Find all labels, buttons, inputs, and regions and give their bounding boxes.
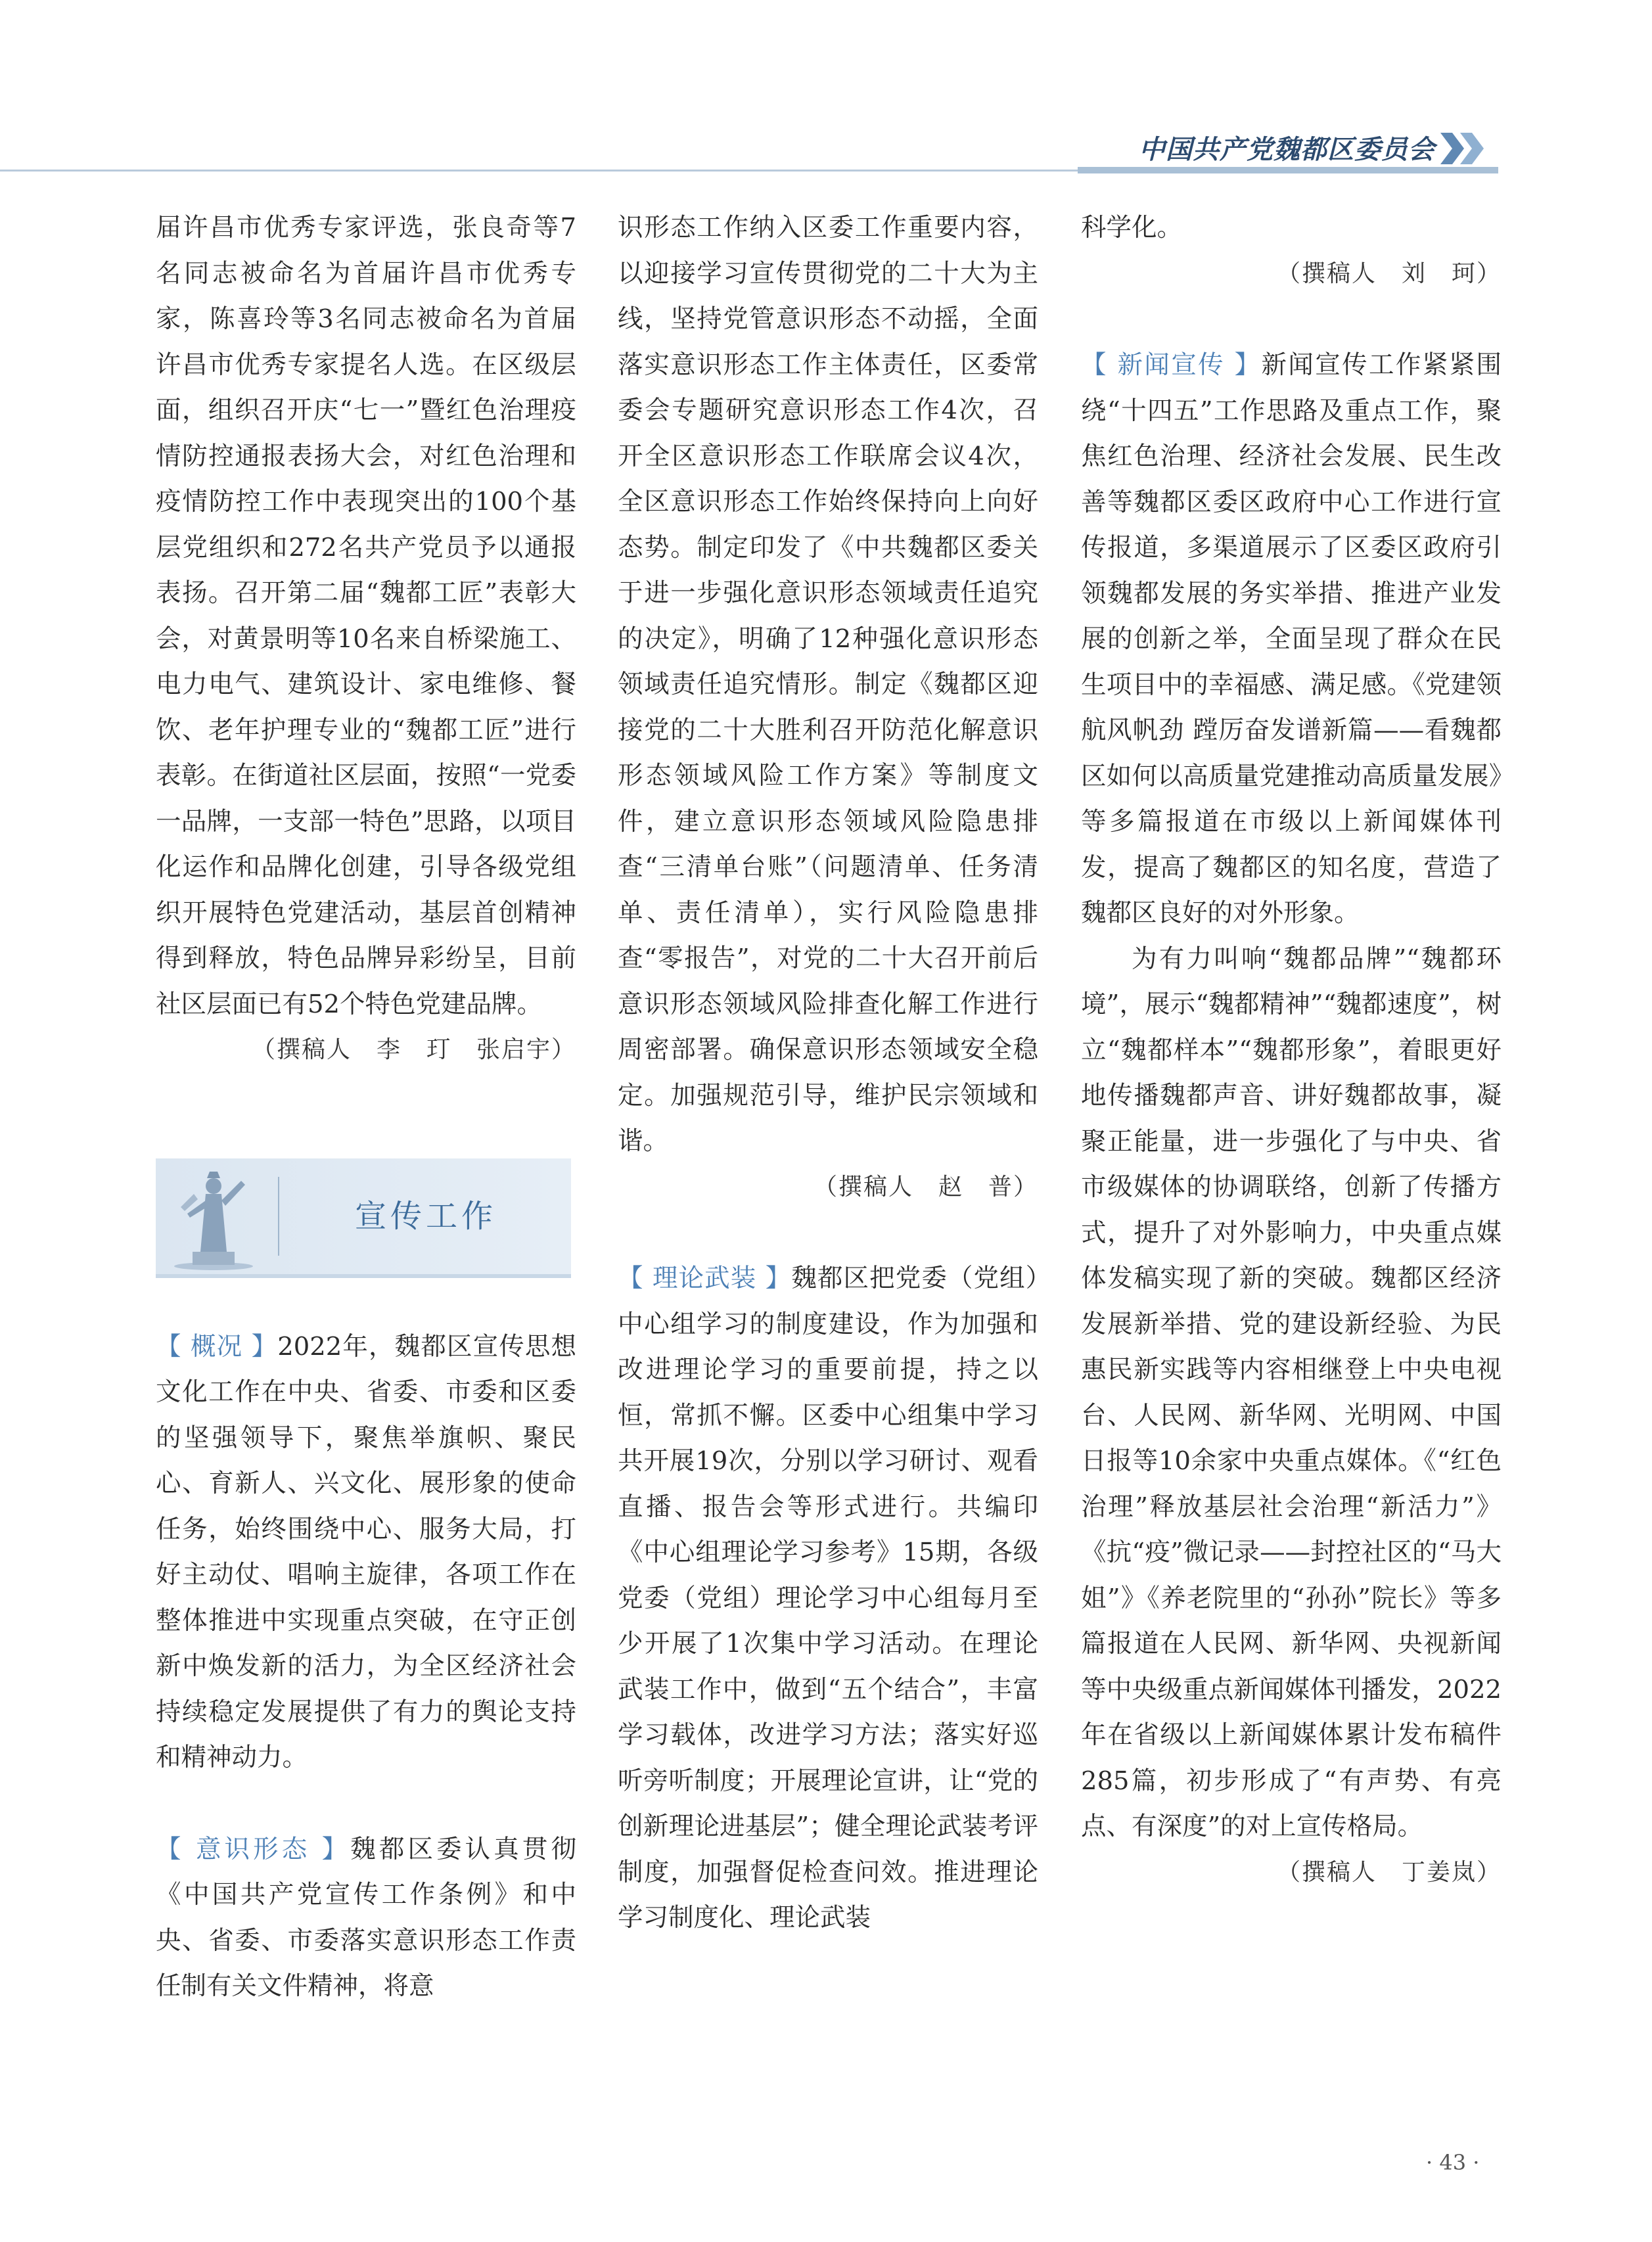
paragraph-text: 2022年，魏都区宣传思想文化工作在中央、省委、市委和区委的坚强领导下，聚焦举旗帜、聚民心、育新人、兴文化、展形象的使命任务，始终围绕中心、服务大局，打好主动仗、唱响主旋律，各项工作在整体推进中实现重点突破，在守正创新中焕发新的活力，为全区经济社会持续稳定发展提供了有力的舆论支持和精神动力。 [156, 1331, 576, 1772]
section-label: 【 理论武装 】 [618, 1264, 792, 1293]
paragraph-text: 魏都区把党委（党组）中心组学习的制度建设，作为加强和改进理论学习的重要前提，持之以恒，常抓不懈。区委中心组集中学习共开展19次，分别以学习研讨、观看直播、报告会等形式进行。共编印《中心组理论学习参考》15期，各级党委（党组）理论学习中心组每月至少开展了1次集中学习活动。在理论武装工作中，做到“五个结合”，丰富学习载体，改进学习方法；落实好巡听旁听制度；开展理论宣讲，让“党的创新理论进基层”；健全理论武装考评制度，加强督促检查问效。推进理论学习制度化、理论武装 [618, 1264, 1038, 1933]
paragraph: 科学化。 [1081, 213, 1183, 242]
page-header-title: 中国共产党魏都区委员会 [1139, 135, 1435, 165]
page-number: · 43 · [1426, 2150, 1480, 2175]
paragraph: 为有力叫响“魏都品牌”“魏都环境”，展示“魏都精神”“魏都速度”，树立“魏都样本”“魏都形象”，着眼更好地传播魏都声音、讲好魏都故事，凝聚正能量，进一步强化了与中央、省市级媒体的协调联络，创新了传播方式，提升了对外影响力，中央重点媒体发稿实现了新的突破。魏都区经济发展新举措、党的建设新经验、为民惠民新实践等内容相继登上中央电视台、人民网、新华网、光明网、中国日报等10余家中央重点媒体。《“红色治理”释放基层社会治理“新活力”》《抗“疫”微记录——封控社区的“马大姐”》《养老院里的“孙孙”院长》等多篇报道在人民网、新华网、央视新闻等中央级重点新闻媒体刊播发，2022年在省级以上新闻媒体累计发布稿件285篇，初步形成了“有声势、有亮点、有深度”的对上宣传格局。 [1081, 944, 1502, 1841]
section-title: 宣传工作 [354, 1197, 497, 1235]
paragraph [156, 1827, 576, 2009]
author-credit: （撰稿人 赵 普） [813, 1173, 1038, 1201]
header-rule [0, 170, 1078, 172]
header-rule-accent [1078, 167, 1498, 173]
section-label: 【 新闻宣传 】 [1081, 350, 1262, 380]
paragraph: 识形态工作纳入区委工作重要内容，以迎接学习宣传贯彻党的二十大为主线，坚持党管意识形态不动摇，全面落实意识形态工作主体责任，区委常委会专题研究意识形态工作4次，召开全区意识形态工作联席会议4次，全区意识形态工作始终保持向上向好态势。制定印发了《中共魏都区委关于进一步强化意识形态领域责任追究的决定》，明确了12种强化意识形态领域责任追究情形。制定《魏都区迎接党的二十大胜利召开防范化解意识形态领域风险工作方案》等制度文件，建立意识形态领域风险隐患排查“三清单台账”（问题清单、任务清单、责任清单），实行风险隐患排查“零报告”，对党的二十大召开前后意识形态领域风险排查化解工作进行周密部署。确保意识形态领域安全稳定。加强规范引导，维护民宗领域和谐。 [618, 213, 1038, 1156]
paragraph: 届许昌市优秀专家评选，张良奇等7名同志被命名为首届许昌市优秀专家，陈喜玲等3名同志被命名为首届许昌市优秀专家提名人选。在区级层面，组织召开庆“七一”暨红色治理疫情防控通报表扬大会，对红色治理和疫情防控工作中表现突出的100个基层党组织和272名共产党员予以通报表扬。召开第二届“魏都工匠”表彰大会，对黄景明等10名来自桥梁施工、电力电气、建筑设计、家电维修、餐饮、老年护理专业的“魏都工匠”进行表彰。在街道社区层面，按照“一党委一品牌，一支部一特色”思路，以项目化运作和品牌化创建，引导各级党组织开展特色党建活动，基层首创精神得到释放，特色品牌异彩纷呈，目前社区层面已有52个特色党建品牌。 [156, 213, 576, 1019]
author-credit: （撰稿人 李 玎 张启宇） [251, 1036, 576, 1063]
column-2 [618, 205, 1038, 1941]
statue-icon [168, 1168, 260, 1270]
paragraph-text: 新闻宣传工作紧紧围绕“十四五”工作思路及重点工作，聚焦红色治理、经济社会发展、民生改善等魏都区委区政府中心工作进行宣传报道，多渠道展示了区委区政府引领魏都发展的务实举措、推进产业发展的创新之举，全面呈现了群众在民生项目中的幸福感、满足感。《党建领航风帆劲 蹚厉奋发谱新篇——看魏都区如何以高质量党建推动高质量发展》等多篇报道在市级以上新闻媒体刊发，提高了魏都区的知名度，营造了魏都区良好的对外形象。 [1081, 350, 1502, 928]
banner-divider [278, 1177, 279, 1256]
paragraph [156, 1324, 576, 1781]
section-label: 【 意识形态 】 [156, 1834, 351, 1864]
paragraph-text: 魏都区委认真贯彻《中国共产党宣传工作条例》和中央、省委、市委落实意识形态工作责任制有关文件精神，将意 [156, 1834, 576, 2001]
paragraph [618, 1256, 1038, 1941]
paragraph [1081, 342, 1502, 936]
double-chevron-icon [1438, 129, 1490, 168]
column-1 [156, 205, 576, 2009]
section-label: 【 概况 】 [156, 1331, 278, 1361]
author-credit: （撰稿人 刘 珂） [1276, 260, 1502, 287]
section-banner [156, 1158, 571, 1278]
column-3 [1081, 205, 1502, 1895]
author-credit: （撰稿人 丁姜岚） [1276, 1858, 1502, 1886]
